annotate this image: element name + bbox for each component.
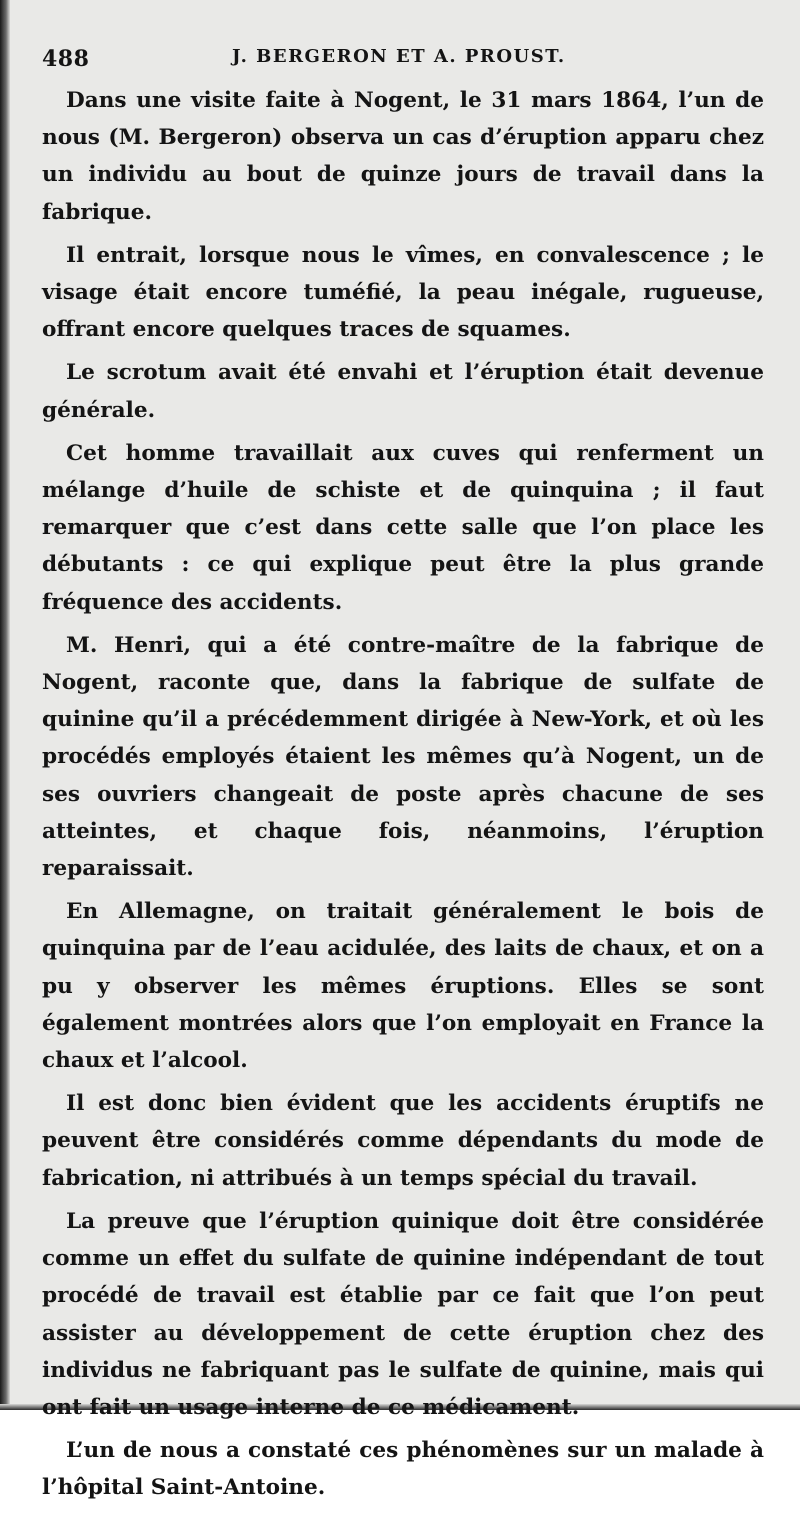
paragraph-evident: Il est donc bien évident que les accidents éruptifs ne peuvent être considérés comme dépendants du mode de fabrication, ni attribués à un temps spécial du travail.: [42, 1091, 764, 1191]
paragraph-henri: M. Henri, qui a été contre-maître de la fabrique de Nogent, raconte que, dans la fabrique de sulfate de quinine qu’il a précédemment dirigée à New-York, et où les procédés employés étaient les mêmes qu’à Nogent, un de ses ouvriers changeait de poste après chacune de ses atteintes, et chaque fois, néanmoins, l’éruption reparaissait.: [42, 632, 764, 882]
paragraph-saint-antoine: L’un de nous a constaté ces phénomènes sur un malade à l’hôpital Saint-Antoine.: [42, 1438, 764, 1501]
running-title: J. BERGERON ET A. PROUST.: [232, 46, 566, 67]
paragraph-preuve: La preuve que l’éruption quinique doit être considérée comme un effet du sulfate de quinine indépendant de tout procédé de travail est établie par ce fait que l’on peut assister au développement de cette éruption chez des individus ne fabriquant pas le sulfate de quinine, mais qui ont fait un usage interne de ce médicament.: [42, 1208, 764, 1420]
paragraph-visit-nogent: Dans une visite faite à Nogent, le 31 mars 1864, l’un de nous (M. Bergeron) observa un cas d’éruption apparu chez un individu au bout de quinze jours de travail dans la fabrique.: [42, 88, 764, 225]
paragraph-cuves: Cet homme travaillait aux cuves qui renferment un mélange d’huile de schiste et de quinquina ; il faut remarquer que c’est dans cette salle que l’on place les débutants : ce qui explique peut être la plus grande fréquence des accidents.: [42, 440, 764, 615]
paragraph-scrotum: Le scrotum avait été envahi et l’éruption était devenue générale.: [42, 360, 764, 423]
running-head: [42, 40, 764, 82]
paragraph-allemagne: En Allemagne, on traitait généralement le bois de quinquina par de l’eau acidulée, des laits de chaux, et on a pu y observer les mêmes éruptions. Elles se sont également montrées alors que l’on employait en France la chaux et l’alcool.: [42, 899, 764, 1074]
scan-edge-left: [0, 0, 10, 1410]
page-text-block: [42, 40, 764, 1513]
paragraph-convalescence: Il entrait, lorsque nous le vîmes, en convalescence ; le visage était encore tuméfié, la peau inégale, rugueuse, offrant encore quelques traces de squames.: [42, 242, 764, 343]
page-number: 488: [42, 46, 90, 72]
